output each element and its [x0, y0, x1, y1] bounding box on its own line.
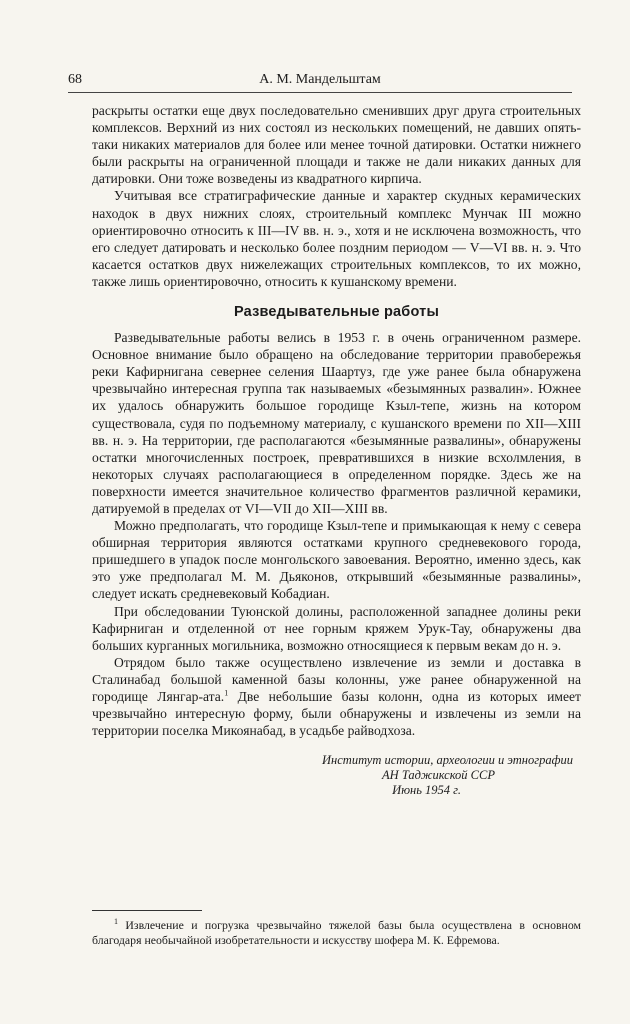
- signature-block: [92, 753, 581, 798]
- page-body: [92, 102, 581, 798]
- signature-date: Июнь 1954 г.: [392, 783, 461, 798]
- page-number: 68: [68, 72, 82, 87]
- paragraph: Разведывательные работы велись в 1953 г. в очень ограниченном размере. Основное внимание было обращено на обследование территории правобережья реки Кафирнигана севернее селения Шаартуз, где уже ранее была обнаружена чрезвычайно интересная группа так называемых «безымянных развалин». Южнее их удалось обнаружить большое городище Кзыл-тепе, жизнь на котором существовала, судя по подъемному материалу, с кушанского времени по XII—XIII вв. н. э. На территории, где располагаются «безымянные развалины», обнаружены остатки многочисленных построек, превратившихся в низкие всхолмления, в некоторых случаях располагающиеся в определенном порядке. Здесь же на поверхности имеется значительное количество фрагментов различной керамики, датируемой в пределах от VI—VII до XII—XIII вв.: [92, 330, 581, 516]
- paragraph: [92, 654, 581, 739]
- paragraph: Можно предполагать, что городище Кзыл-тепе и примыкающая к нему с севера обширная территория являются остатками крупного средневекового города, пришедшего в упадок после монгольского завоевания. Вероятно, именно здесь, как это уже предполагал М. М. Дьяконов, открывший «безымянные развалины», следует искать средневековый Кобадиан.: [92, 518, 581, 602]
- paragraph: При обследовании Туюнской долины, расположенной западнее долины реки Кафирниган и отделенной от нее горным кряжем Урук-Тау, обнаружены два больших курганных могильника, возможно относящиеся к первым векам до н. э.: [92, 603, 581, 653]
- section-heading: Разведывательные работы: [233, 304, 440, 321]
- paragraph-text: Две небольшие базы колонн, одна из которых имеет чрезвычайно интересную форму, были обнаружены и извлечены из земли на территории поселка Микоянабад, в усадьбе райводхоза.: [92, 689, 581, 739]
- signature-academy: АН Таджикской ССР: [382, 768, 495, 783]
- paragraph-text: Отрядом было также осуществлено извлечение из земли и доставка в Сталинабад большой каменной базы колонны, уже ранее обнаруженной на городище Лянгар-ата.: [92, 654, 581, 704]
- footnote: [92, 918, 581, 948]
- signature-institution: Институт истории, археологии и этнографии: [322, 753, 573, 768]
- running-head: А. М. Мандельштам: [259, 72, 381, 87]
- footnote-divider: [92, 910, 202, 911]
- footnote-text: Извлечение и погрузка чрезвычайно тяжелой базы была осуществлена в основном благодаря необычайной изобретательности и искусству шофера М. К. Ефремова.: [92, 918, 581, 947]
- paragraph: раскрыты остатки еще двух последовательно сменивших друг друга строительных комплексов. Верхний из них состоял из нескольких помещений, не давших опять-таки никаких материалов для более или менее точной датировки. Остатки нижнего были раскрыты на ограниченной площади и также не дали никаких данных для датировки. Они тоже возведены из квадратного кирпича.: [92, 103, 581, 187]
- paragraph: Учитывая все стратиграфические данные и характер скудных керамических находок в двух нижних слоях, строительный комплекс Мунчак III можно ориентировочно относить к III—IV вв. н. э., хотя и не исключена возможность, что его следует датировать и несколько более поздним периодом — V—VI вв. н. э. Что касается остатков двух нижележащих строительных комплексов, то их можно, также лишь ориентировочно, относить к кушанскому времени.: [92, 188, 581, 289]
- footnote-reference: 1: [224, 688, 229, 698]
- page-header: [68, 70, 572, 93]
- footnote-marker: 1: [114, 917, 118, 927]
